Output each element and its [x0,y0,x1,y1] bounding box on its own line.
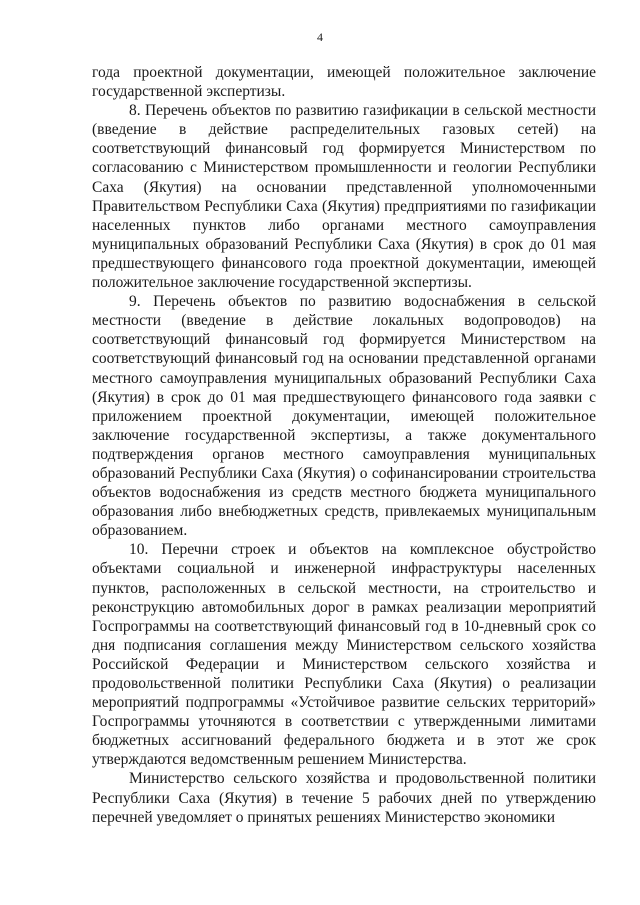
page-number: 4 [317,30,323,44]
document-body [92,63,596,827]
paragraph-ministry-notification: Министерство сельского хозяйства и продовольственной политики Республики Саха (Якутия) в течение 5 рабочих дней по утверждению перечней уведомляет о принятых решениях Министерство экономики [92,770,596,826]
paragraph-9-water-supply: 9. Перечень объектов по развитию водоснабжения в сельской местности (введение в действие локальных водопроводов) на соответствующий финансовый год формируется Министерством на соответствующий финансовый год на основании представленной органами местного самоуправления муниципальных образований Республики Саха (Якутия) в срок до 01 мая предшествующего финансового года заявки с приложением проектной документации, имеющей положительное заключение государственной экспертизы, а также документального подтверждения органов местного самоуправления муниципальных образований Республики Саха (Якутия) о софинансировании строительства объектов водоснабжения из средств местного бюджета муниципального образования либо внебюджетных средств, привлекаемых муниципальным образованием. [92,293,596,540]
paragraph-continuation: года проектной документации, имеющей положительное заключение государственной экспертизы. [92,64,596,101]
paragraph-10-infrastructure: 10. Перечни строек и объектов на комплексное обустройство объектами социальной и инженерной инфраструктуры населенных пунктов, расположенных в сельской местности, на строительство и реконструкцию автомобильных дорог в рамках реализации мероприятий Госпрограммы на соответствующий финансовый год в 10-дневный срок со дня подписания соглашения между Министерством сельского хозяйства Российской Федерации и Министерством сельского хозяйства и продовольственной политики Республики Саха (Якутия) о реализации мероприятий подпрограммы «Устойчивое развитие сельских территорий» Госпрограммы уточняются в соответствии с утвержденными лимитами бюджетных ассигнований федерального бюджета и в этот же срок утверждаются ведомственным решением Министерства. [92,541,596,769]
paragraph-8-gasification: 8. Перечень объектов по развитию газификации в сельской местности (введение в действие распределительных газовых сетей) на соответствующий финансовый год формируется Министерством по согласованию с Министерством промышленности и геологии Республики Саха (Якутия) на основании представленной уполномоченными Правительством Республики Саха (Якутия) предприятиями по газификации населенных пунктов либо органами местного самоуправления муниципальных образований Республики Саха (Якутия) в срок до 01 мая предшествующего финансового года проектной документации, имеющей положительное заключение государственной экспертизы. [92,102,596,292]
